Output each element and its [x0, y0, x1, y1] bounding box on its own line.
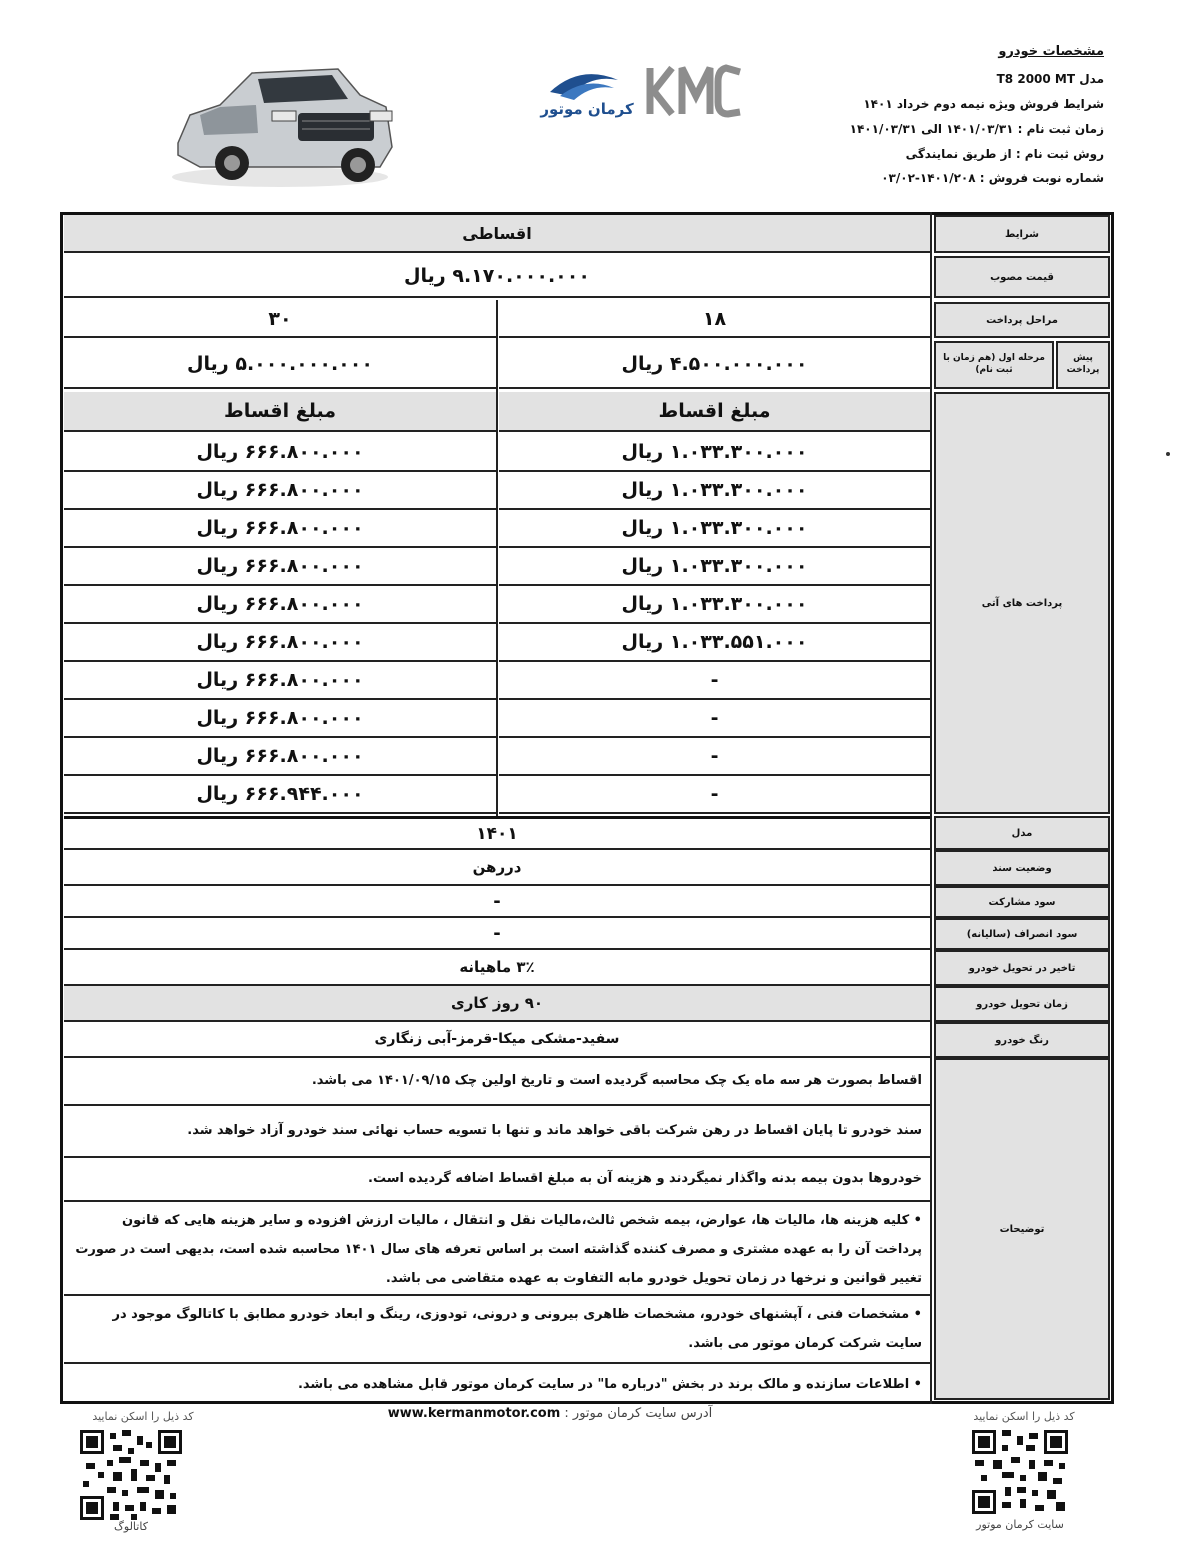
- installment-30-row: ۶۶۶.۸۰۰.۰۰۰ ریال: [64, 472, 496, 510]
- stage-18: ۱۸: [499, 302, 930, 338]
- document-status-value: دررهن: [64, 850, 930, 886]
- color-value: سفید-مشکی میکا-قرمز-آبی زنگاری: [64, 1022, 930, 1058]
- model-value: ۱۴۰۱: [64, 816, 930, 850]
- installment-30-row: ۶۶۶.۸۰۰.۰۰۰ ریال: [64, 434, 496, 472]
- delivery-time-value: ۹۰ روز کاری: [64, 986, 930, 1022]
- installment-18-row: ۱.۰۳۳.۵۵۱.۰۰۰ ریال: [499, 624, 930, 662]
- installment-18-row: ۱.۰۳۳.۳۰۰.۰۰۰ ریال: [499, 586, 930, 624]
- label-price: قیمت مصوب: [934, 256, 1110, 298]
- note-item: • مشخصات فنی ، آپشنهای خودرو، مشخصات ظاهری بیرونی و درونی، تودوزی، رینگ و ابعاد خودرو مطابق با کاتالوگ موجود در سایت شرکت کرمان موتور می باشد.: [64, 1296, 930, 1364]
- label-stages: مراحل پرداخت: [934, 302, 1110, 338]
- installment-30-row: ۶۶۶.۹۴۴.۰۰۰ ریال: [64, 776, 496, 814]
- label-color: رنگ خودرو: [934, 1022, 1110, 1058]
- note-item: • کلیه هزینه ها، مالیات ها، عوارض، بیمه شخص ثالث،مالیات نقل و انتقال ، مالیات ارزش افزوده و سایر هزینه هایی که قانون پرداخت آن را به عهده مشتری و مصرف کننده گذاشته است بر اساس تعرفه های سال ۱۴۰۱ محاسبه شده است، بدیهی است در صورت تغییر قوانین و نرخها در زمان تحویل خودرو مابه التفاوت به عهده متقاضی می باشد.: [64, 1202, 930, 1296]
- partnership-profit-value: -: [64, 886, 930, 918]
- car-image: [160, 55, 400, 195]
- scan-instruction-right: کد ذیل را اسکن نمایید: [973, 1410, 1075, 1423]
- installment-30-row: ۶۶۶.۸۰۰.۰۰۰ ریال: [64, 586, 496, 624]
- label-conditions: شرایط: [934, 215, 1110, 253]
- installment-30-row: ۶۶۶.۸۰۰.۰۰۰ ریال: [64, 548, 496, 586]
- label-column-divider: [930, 212, 932, 1404]
- installment-header-18: مبلغ اقساط: [499, 392, 930, 432]
- label-withdrawal-profit: سود انصراف (سالیانه): [934, 918, 1110, 950]
- header-conditions: شرایط فروش ویژه نیمه دوم خرداد ۱۴۰۱: [863, 97, 1104, 111]
- note-item: • اطلاعات سازنده و مالک برند در بخش "درباره ما" در سایت کرمان موتور قابل مشاهده می باشد.: [297, 1377, 922, 1392]
- installment-30-row: ۶۶۶.۸۰۰.۰۰۰ ریال: [64, 624, 496, 662]
- installment-header-30: مبلغ اقساط: [64, 392, 496, 432]
- label-installments: پرداخت های آتی: [934, 392, 1110, 814]
- installment-18-row: -: [499, 776, 930, 814]
- installment-30-row: ۶۶۶.۸۰۰.۰۰۰ ریال: [64, 662, 496, 700]
- installment-18-row: ۱.۰۳۳.۳۰۰.۰۰۰ ریال: [499, 548, 930, 586]
- installment-30-row: ۶۶۶.۸۰۰.۰۰۰ ریال: [64, 738, 496, 776]
- installment-18-row: -: [499, 700, 930, 738]
- brand-persian-name: کرمان موتور: [540, 100, 634, 118]
- label-document-status: وضعیت سند: [934, 850, 1110, 886]
- header-registration-time: زمان ثبت نام : ۱۴۰۱/۰۳/۳۱ الی ۱۴۰۱/۰۳/۳۱: [849, 122, 1104, 136]
- website-url[interactable]: www.kermanmotor.com: [387, 1406, 561, 1421]
- label-notes: توضیحات: [934, 1058, 1110, 1400]
- label-delivery-time: زمان تحویل خودرو: [934, 986, 1110, 1022]
- label-delay: تاخیر در تحویل خودرو: [934, 950, 1110, 986]
- header-sale-number: شماره نوبت فروش : ۱۴۰۱/۲۰۸-۰۳/۰۲: [881, 171, 1104, 185]
- kmc-logo: [530, 62, 750, 132]
- installment-18-row: ۱.۰۳۳.۳۰۰.۰۰۰ ریال: [499, 510, 930, 548]
- catalog-qr-code[interactable]: [80, 1430, 182, 1520]
- price-value: ۹.۱۷۰.۰۰۰.۰۰۰ ریال: [64, 256, 930, 298]
- note-item: سند خودرو تا پایان اقساط در رهن شرکت باقی خواهد ماند و تنها با تسویه حساب نهائی سند خودرو آزاد خواهد شد.: [64, 1106, 930, 1158]
- column-divider: [496, 300, 498, 816]
- catalog-caption: کاتالوگ: [114, 1520, 148, 1533]
- note-item: اقساط بصورت هر سه ماه یک چک محاسبه گردیده است و تاریخ اولین چک ۱۴۰۱/۰۹/۱۵ می باشد.: [64, 1060, 930, 1106]
- prepay-18: ۴.۵۰۰.۰۰۰.۰۰۰ ریال: [499, 341, 930, 389]
- stage-30: ۳۰: [64, 302, 496, 338]
- installment-18-row: ۱.۰۳۳.۳۰۰.۰۰۰ ریال: [499, 472, 930, 510]
- scan-instruction-left: کد ذیل را اسکن نمایید: [92, 1410, 194, 1423]
- website-caption: سایت کرمان موتور: [976, 1518, 1064, 1531]
- installment-18-row: ۱.۰۳۳.۳۰۰.۰۰۰ ریال: [499, 434, 930, 472]
- label-partnership-profit: سود مشارکت: [934, 886, 1110, 918]
- installment-30-row: ۶۶۶.۸۰۰.۰۰۰ ریال: [64, 700, 496, 738]
- header-model: مدل T8 2000 MT: [996, 72, 1104, 86]
- label-prepayment: پیش پرداخت: [1056, 341, 1110, 389]
- conditions-value: اقساطی: [64, 215, 930, 253]
- installment-18-row: -: [499, 662, 930, 700]
- withdrawal-profit-value: -: [64, 918, 930, 950]
- delay-value: ۳٪ ماهیانه: [64, 950, 930, 986]
- installment-30-row: ۶۶۶.۸۰۰.۰۰۰ ریال: [64, 510, 496, 548]
- prepay-30: ۵.۰۰۰.۰۰۰.۰۰۰ ریال: [64, 341, 496, 389]
- header-registration-method: روش ثبت نام : از طریق نمایندگی: [905, 147, 1104, 161]
- stray-dot: [1166, 452, 1170, 456]
- website-line: [360, 1406, 740, 1421]
- website-label: آدرس سایت کرمان موتور :: [564, 1406, 713, 1421]
- installment-18-row: -: [499, 738, 930, 776]
- label-first-stage: مرحله اول (هم زمان با ثبت نام): [934, 341, 1054, 389]
- website-qr-code[interactable]: [972, 1430, 1068, 1514]
- header-title: مشخصات خودرو: [998, 44, 1104, 59]
- note-item: خودروها بدون بیمه بدنه واگذار نمیگردند و هزینه آن به مبلغ اقساط اضافه گردیده است.: [64, 1158, 930, 1202]
- label-model: مدل: [934, 816, 1110, 850]
